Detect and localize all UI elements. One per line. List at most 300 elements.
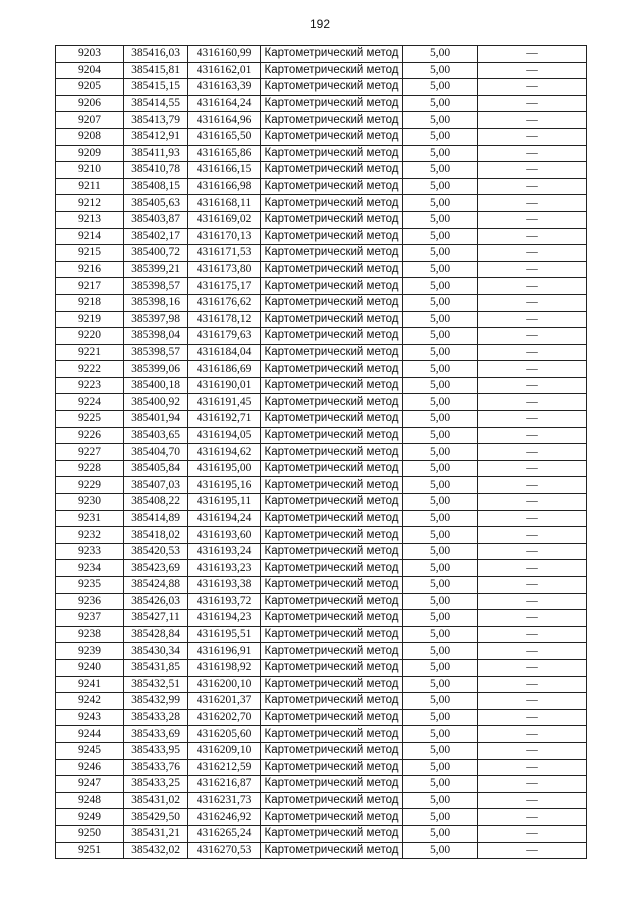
y-coordinate-cell: 4316168,11: [188, 195, 261, 212]
precision-cell: 5,00: [403, 444, 478, 461]
x-coordinate-cell: 385416,03: [124, 46, 188, 63]
method-cell: Картометрический метод: [261, 95, 403, 112]
x-coordinate-cell: 385433,76: [124, 759, 188, 776]
precision-cell: 5,00: [403, 759, 478, 776]
table-row: [56, 792, 587, 809]
note-cell: —: [478, 394, 587, 411]
x-coordinate-cell: 385431,02: [124, 792, 188, 809]
y-coordinate-cell: 4316195,51: [188, 626, 261, 643]
x-coordinate-cell: 385403,87: [124, 211, 188, 228]
precision-cell: 5,00: [403, 79, 478, 96]
y-coordinate-cell: 4316194,24: [188, 510, 261, 527]
note-cell: —: [478, 145, 587, 162]
x-coordinate-cell: 385405,84: [124, 460, 188, 477]
point-number-cell: 9227: [56, 444, 124, 461]
table-row: [56, 510, 587, 527]
method-cell: Картометрический метод: [261, 842, 403, 859]
precision-cell: 5,00: [403, 577, 478, 594]
precision-cell: 5,00: [403, 659, 478, 676]
y-coordinate-cell: 4316178,12: [188, 311, 261, 328]
method-cell: Картометрический метод: [261, 460, 403, 477]
method-cell: Картометрический метод: [261, 494, 403, 511]
y-coordinate-cell: 4316194,05: [188, 427, 261, 444]
method-cell: Картометрический метод: [261, 79, 403, 96]
note-cell: —: [478, 626, 587, 643]
point-number-cell: 9236: [56, 593, 124, 610]
table-row: [56, 643, 587, 660]
precision-cell: 5,00: [403, 294, 478, 311]
table-row: [56, 842, 587, 859]
table-row: [56, 610, 587, 627]
method-cell: Картометрический метод: [261, 411, 403, 428]
y-coordinate-cell: 4316164,24: [188, 95, 261, 112]
method-cell: Картометрический метод: [261, 328, 403, 345]
note-cell: —: [478, 494, 587, 511]
point-number-cell: 9223: [56, 377, 124, 394]
method-cell: Картометрический метод: [261, 477, 403, 494]
method-cell: Картометрический метод: [261, 377, 403, 394]
x-coordinate-cell: 385432,99: [124, 693, 188, 710]
table-row: [56, 809, 587, 826]
table-row: [56, 444, 587, 461]
x-coordinate-cell: 385418,02: [124, 527, 188, 544]
method-cell: Картометрический метод: [261, 693, 403, 710]
y-coordinate-cell: 4316200,10: [188, 676, 261, 693]
y-coordinate-cell: 4316166,15: [188, 162, 261, 179]
point-number-cell: 9234: [56, 560, 124, 577]
note-cell: —: [478, 95, 587, 112]
point-number-cell: 9204: [56, 62, 124, 79]
method-cell: Картометрический метод: [261, 294, 403, 311]
x-coordinate-cell: 385423,69: [124, 560, 188, 577]
y-coordinate-cell: 4316231,73: [188, 792, 261, 809]
note-cell: —: [478, 460, 587, 477]
y-coordinate-cell: 4316165,86: [188, 145, 261, 162]
method-cell: Картометрический метод: [261, 162, 403, 179]
y-coordinate-cell: 4316212,59: [188, 759, 261, 776]
y-coordinate-cell: 4316170,13: [188, 228, 261, 245]
point-number-cell: 9224: [56, 394, 124, 411]
x-coordinate-cell: 385433,28: [124, 709, 188, 726]
table-row: [56, 825, 587, 842]
precision-cell: 5,00: [403, 411, 478, 428]
precision-cell: 5,00: [403, 245, 478, 262]
table-row: [56, 79, 587, 96]
method-cell: Картометрический метод: [261, 825, 403, 842]
y-coordinate-cell: 4316216,87: [188, 776, 261, 793]
table-row: [56, 377, 587, 394]
precision-cell: 5,00: [403, 311, 478, 328]
table-row: [56, 178, 587, 195]
precision-cell: 5,00: [403, 527, 478, 544]
point-number-cell: 9248: [56, 792, 124, 809]
point-number-cell: 9211: [56, 178, 124, 195]
precision-cell: 5,00: [403, 792, 478, 809]
point-number-cell: 9245: [56, 742, 124, 759]
point-number-cell: 9207: [56, 112, 124, 129]
point-number-cell: 9215: [56, 245, 124, 262]
y-coordinate-cell: 4316195,16: [188, 477, 261, 494]
y-coordinate-cell: 4316186,69: [188, 361, 261, 378]
note-cell: —: [478, 742, 587, 759]
precision-cell: 5,00: [403, 211, 478, 228]
precision-cell: 5,00: [403, 162, 478, 179]
x-coordinate-cell: 385407,03: [124, 477, 188, 494]
y-coordinate-cell: 4316196,91: [188, 643, 261, 660]
precision-cell: 5,00: [403, 726, 478, 743]
table-row: [56, 162, 587, 179]
y-coordinate-cell: 4316205,60: [188, 726, 261, 743]
table-row: [56, 427, 587, 444]
x-coordinate-cell: 385400,92: [124, 394, 188, 411]
method-cell: Картометрический метод: [261, 593, 403, 610]
method-cell: Картометрический метод: [261, 776, 403, 793]
note-cell: —: [478, 577, 587, 594]
point-number-cell: 9237: [56, 610, 124, 627]
precision-cell: 5,00: [403, 62, 478, 79]
table-row: [56, 361, 587, 378]
method-cell: Картометрический метод: [261, 809, 403, 826]
precision-cell: 5,00: [403, 46, 478, 63]
x-coordinate-cell: 385414,89: [124, 510, 188, 527]
x-coordinate-cell: 385420,53: [124, 543, 188, 560]
precision-cell: 5,00: [403, 610, 478, 627]
method-cell: Картометрический метод: [261, 46, 403, 63]
precision-cell: 5,00: [403, 394, 478, 411]
precision-cell: 5,00: [403, 776, 478, 793]
x-coordinate-cell: 385415,81: [124, 62, 188, 79]
table-row: [56, 726, 587, 743]
x-coordinate-cell: 385402,17: [124, 228, 188, 245]
method-cell: Картометрический метод: [261, 394, 403, 411]
method-cell: Картометрический метод: [261, 510, 403, 527]
note-cell: —: [478, 377, 587, 394]
note-cell: —: [478, 195, 587, 212]
x-coordinate-cell: 385398,04: [124, 328, 188, 345]
method-cell: Картометрический метод: [261, 427, 403, 444]
note-cell: —: [478, 560, 587, 577]
method-cell: Картометрический метод: [261, 759, 403, 776]
y-coordinate-cell: 4316195,00: [188, 460, 261, 477]
y-coordinate-cell: 4316184,04: [188, 344, 261, 361]
precision-cell: 5,00: [403, 676, 478, 693]
note-cell: —: [478, 527, 587, 544]
x-coordinate-cell: 385404,70: [124, 444, 188, 461]
method-cell: Картометрический метод: [261, 742, 403, 759]
table-row: [56, 776, 587, 793]
point-number-cell: 9242: [56, 693, 124, 710]
table-row: [56, 62, 587, 79]
x-coordinate-cell: 385400,18: [124, 377, 188, 394]
precision-cell: 5,00: [403, 427, 478, 444]
point-number-cell: 9244: [56, 726, 124, 743]
note-cell: —: [478, 46, 587, 63]
x-coordinate-cell: 385398,57: [124, 344, 188, 361]
y-coordinate-cell: 4316160,99: [188, 46, 261, 63]
note-cell: —: [478, 477, 587, 494]
table-row: [56, 477, 587, 494]
method-cell: Картометрический метод: [261, 726, 403, 743]
method-cell: Картометрический метод: [261, 444, 403, 461]
note-cell: —: [478, 709, 587, 726]
point-number-cell: 9243: [56, 709, 124, 726]
note-cell: —: [478, 444, 587, 461]
note-cell: —: [478, 693, 587, 710]
note-cell: —: [478, 776, 587, 793]
y-coordinate-cell: 4316166,98: [188, 178, 261, 195]
table-row: [56, 294, 587, 311]
x-coordinate-cell: 385427,11: [124, 610, 188, 627]
x-coordinate-cell: 385429,50: [124, 809, 188, 826]
x-coordinate-cell: 385415,15: [124, 79, 188, 96]
precision-cell: 5,00: [403, 328, 478, 345]
table-row: [56, 261, 587, 278]
x-coordinate-cell: 385397,98: [124, 311, 188, 328]
y-coordinate-cell: 4316162,01: [188, 62, 261, 79]
table-row: [56, 195, 587, 212]
method-cell: Картометрический метод: [261, 527, 403, 544]
x-coordinate-cell: 385411,93: [124, 145, 188, 162]
x-coordinate-cell: 385408,15: [124, 178, 188, 195]
point-number-cell: 9228: [56, 460, 124, 477]
x-coordinate-cell: 385431,21: [124, 825, 188, 842]
table-row: [56, 211, 587, 228]
x-coordinate-cell: 385433,69: [124, 726, 188, 743]
method-cell: Картометрический метод: [261, 643, 403, 660]
y-coordinate-cell: 4316193,38: [188, 577, 261, 594]
precision-cell: 5,00: [403, 543, 478, 560]
table-row: [56, 494, 587, 511]
precision-cell: 5,00: [403, 560, 478, 577]
method-cell: Картометрический метод: [261, 792, 403, 809]
note-cell: —: [478, 643, 587, 660]
note-cell: —: [478, 361, 587, 378]
note-cell: —: [478, 261, 587, 278]
note-cell: —: [478, 79, 587, 96]
table-row: [56, 278, 587, 295]
note-cell: —: [478, 510, 587, 527]
y-coordinate-cell: 4316193,72: [188, 593, 261, 610]
table-row: [56, 659, 587, 676]
note-cell: —: [478, 659, 587, 676]
precision-cell: 5,00: [403, 261, 478, 278]
table-row: [56, 676, 587, 693]
method-cell: Картометрический метод: [261, 228, 403, 245]
precision-cell: 5,00: [403, 643, 478, 660]
x-coordinate-cell: 385400,72: [124, 245, 188, 262]
point-number-cell: 9203: [56, 46, 124, 63]
x-coordinate-cell: 385433,25: [124, 776, 188, 793]
table-row: [56, 543, 587, 560]
x-coordinate-cell: 385398,57: [124, 278, 188, 295]
note-cell: —: [478, 825, 587, 842]
y-coordinate-cell: 4316194,23: [188, 610, 261, 627]
point-number-cell: 9216: [56, 261, 124, 278]
x-coordinate-cell: 385410,78: [124, 162, 188, 179]
method-cell: Картометрический метод: [261, 560, 403, 577]
y-coordinate-cell: 4316265,24: [188, 825, 261, 842]
note-cell: —: [478, 245, 587, 262]
x-coordinate-cell: 385399,21: [124, 261, 188, 278]
y-coordinate-cell: 4316179,63: [188, 328, 261, 345]
precision-cell: 5,00: [403, 809, 478, 826]
y-coordinate-cell: 4316198,92: [188, 659, 261, 676]
method-cell: Картометрический метод: [261, 626, 403, 643]
y-coordinate-cell: 4316192,71: [188, 411, 261, 428]
table-row: [56, 693, 587, 710]
x-coordinate-cell: 385432,51: [124, 676, 188, 693]
x-coordinate-cell: 385398,16: [124, 294, 188, 311]
note-cell: —: [478, 593, 587, 610]
precision-cell: 5,00: [403, 95, 478, 112]
method-cell: Картометрический метод: [261, 543, 403, 560]
y-coordinate-cell: 4316176,62: [188, 294, 261, 311]
y-coordinate-cell: 4316201,37: [188, 693, 261, 710]
precision-cell: 5,00: [403, 693, 478, 710]
table-row: [56, 577, 587, 594]
note-cell: —: [478, 427, 587, 444]
note-cell: —: [478, 792, 587, 809]
precision-cell: 5,00: [403, 128, 478, 145]
note-cell: —: [478, 676, 587, 693]
point-number-cell: 9208: [56, 128, 124, 145]
point-number-cell: 9226: [56, 427, 124, 444]
coordinates-table-body: [56, 46, 587, 859]
precision-cell: 5,00: [403, 494, 478, 511]
y-coordinate-cell: 4316191,45: [188, 394, 261, 411]
precision-cell: 5,00: [403, 278, 478, 295]
x-coordinate-cell: 385430,34: [124, 643, 188, 660]
y-coordinate-cell: 4316169,02: [188, 211, 261, 228]
point-number-cell: 9213: [56, 211, 124, 228]
point-number-cell: 9229: [56, 477, 124, 494]
table-row: [56, 742, 587, 759]
method-cell: Картометрический метод: [261, 128, 403, 145]
y-coordinate-cell: 4316193,60: [188, 527, 261, 544]
method-cell: Картометрический метод: [261, 659, 403, 676]
x-coordinate-cell: 385426,03: [124, 593, 188, 610]
x-coordinate-cell: 385401,94: [124, 411, 188, 428]
y-coordinate-cell: 4316163,39: [188, 79, 261, 96]
point-number-cell: 9217: [56, 278, 124, 295]
coordinates-table: [55, 45, 587, 859]
y-coordinate-cell: 4316193,23: [188, 560, 261, 577]
table-row: [56, 527, 587, 544]
precision-cell: 5,00: [403, 510, 478, 527]
point-number-cell: 9240: [56, 659, 124, 676]
point-number-cell: 9239: [56, 643, 124, 660]
method-cell: Картометрический метод: [261, 245, 403, 262]
y-coordinate-cell: 4316194,62: [188, 444, 261, 461]
point-number-cell: 9222: [56, 361, 124, 378]
y-coordinate-cell: 4316246,92: [188, 809, 261, 826]
table-row: [56, 245, 587, 262]
note-cell: —: [478, 311, 587, 328]
note-cell: —: [478, 328, 587, 345]
method-cell: Картометрический метод: [261, 145, 403, 162]
note-cell: —: [478, 211, 587, 228]
y-coordinate-cell: 4316193,24: [188, 543, 261, 560]
point-number-cell: 9238: [56, 626, 124, 643]
point-number-cell: 9219: [56, 311, 124, 328]
precision-cell: 5,00: [403, 742, 478, 759]
x-coordinate-cell: 385408,22: [124, 494, 188, 511]
point-number-cell: 9212: [56, 195, 124, 212]
precision-cell: 5,00: [403, 361, 478, 378]
y-coordinate-cell: 4316165,50: [188, 128, 261, 145]
table-row: [56, 560, 587, 577]
note-cell: —: [478, 344, 587, 361]
table-row: [56, 311, 587, 328]
point-number-cell: 9233: [56, 543, 124, 560]
table-row: [56, 759, 587, 776]
point-number-cell: 9241: [56, 676, 124, 693]
y-coordinate-cell: 4316209,10: [188, 742, 261, 759]
point-number-cell: 9230: [56, 494, 124, 511]
note-cell: —: [478, 726, 587, 743]
x-coordinate-cell: 385412,91: [124, 128, 188, 145]
note-cell: —: [478, 278, 587, 295]
method-cell: Картометрический метод: [261, 610, 403, 627]
note-cell: —: [478, 128, 587, 145]
method-cell: Картометрический метод: [261, 195, 403, 212]
point-number-cell: 9220: [56, 328, 124, 345]
precision-cell: 5,00: [403, 377, 478, 394]
table-row: [56, 460, 587, 477]
point-number-cell: 9231: [56, 510, 124, 527]
y-coordinate-cell: 4316164,96: [188, 112, 261, 129]
y-coordinate-cell: 4316202,70: [188, 709, 261, 726]
point-number-cell: 9221: [56, 344, 124, 361]
method-cell: Картометрический метод: [261, 112, 403, 129]
table-row: [56, 593, 587, 610]
point-number-cell: 9209: [56, 145, 124, 162]
table-row: [56, 411, 587, 428]
method-cell: Картометрический метод: [261, 344, 403, 361]
x-coordinate-cell: 385403,65: [124, 427, 188, 444]
method-cell: Картометрический метод: [261, 278, 403, 295]
method-cell: Картометрический метод: [261, 709, 403, 726]
precision-cell: 5,00: [403, 112, 478, 129]
table-row: [56, 128, 587, 145]
note-cell: —: [478, 62, 587, 79]
note-cell: —: [478, 294, 587, 311]
point-number-cell: 9214: [56, 228, 124, 245]
note-cell: —: [478, 178, 587, 195]
table-row: [56, 112, 587, 129]
note-cell: —: [478, 228, 587, 245]
method-cell: Картометрический метод: [261, 211, 403, 228]
point-number-cell: 9250: [56, 825, 124, 842]
y-coordinate-cell: 4316175,17: [188, 278, 261, 295]
precision-cell: 5,00: [403, 709, 478, 726]
point-number-cell: 9205: [56, 79, 124, 96]
precision-cell: 5,00: [403, 178, 478, 195]
point-number-cell: 9251: [56, 842, 124, 859]
x-coordinate-cell: 385424,88: [124, 577, 188, 594]
note-cell: —: [478, 759, 587, 776]
method-cell: Картометрический метод: [261, 577, 403, 594]
note-cell: —: [478, 610, 587, 627]
table-row: [56, 228, 587, 245]
method-cell: Картометрический метод: [261, 361, 403, 378]
y-coordinate-cell: 4316171,53: [188, 245, 261, 262]
precision-cell: 5,00: [403, 228, 478, 245]
method-cell: Картометрический метод: [261, 261, 403, 278]
method-cell: Картометрический метод: [261, 62, 403, 79]
note-cell: —: [478, 543, 587, 560]
x-coordinate-cell: 385432,02: [124, 842, 188, 859]
